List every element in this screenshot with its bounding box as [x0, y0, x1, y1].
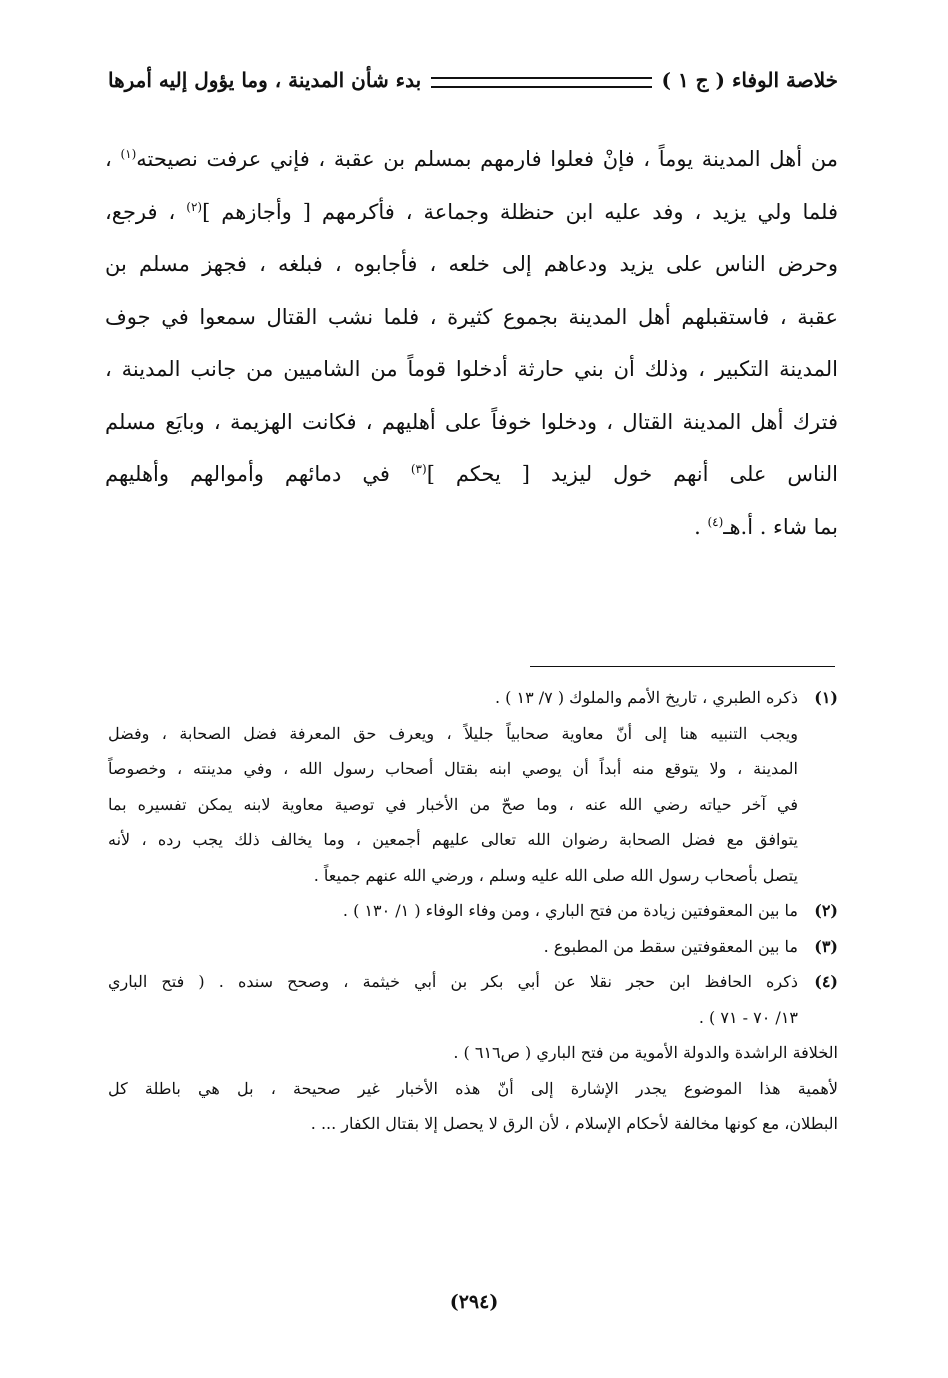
main-line: بما شاء . أ.هـ$^{(٤)}$ . — [694, 514, 838, 539]
footnote-extra-line: البطلان، مع كونها مخالفة لأحكام الإسلام ، لأن الرق لا يحصل إلا بقتال الكفار ... . — [310, 1114, 838, 1133]
header-chapter-title: بدء شأن المدينة ، وما يؤول إليه أمرها — [108, 68, 422, 92]
footnote-4-line: ١٣/ ٧٠ - ٧١ ) . — [698, 1007, 798, 1027]
main-line: فلما ولي يزيد ، وفد عليه ابن حنظلة وجماعة ، فأكرمهم [ وأجازهم ]$^{(٢)}$ ، فرجع، — [105, 199, 838, 224]
main-line: المدينة التكبير ، وذلك أن بني حارثة أدخلوا قوماً من الشاميين من جانب المدينة ، — [105, 357, 838, 381]
footnote-1-line: في آخر حياته رضي الله عنه ، وما صحّ من الأخبار في توصية معاوية لابنه يمكن تفسيره بما — [108, 794, 798, 814]
footnote-3-line: (٣)ما بين المعقوفتين سقط من المطبوع . — [108, 929, 838, 965]
footnote-1-line: يتصل بأصحاب رسول الله صلى الله عليه وسلم ، ورضي الله عنهم جميعاً . — [313, 865, 798, 885]
footnote-1-line: (١)ذكره الطبري ، تاريخ الأمم والملوك ( ٧/ ١٣ ) . — [108, 680, 838, 716]
page-number: (٢٩٤) — [449, 1291, 499, 1313]
main-line: فترك أهل المدينة القتال ، ودخلوا خوفاً على أهليهم ، فكانت الهزيمة ، وبايَع مسلم — [105, 409, 838, 434]
footnotes — [108, 680, 838, 1142]
main-line: وحرض الناس على يزيد ودعاهم إلى خلعه ، فأجابوه ، فبلغه ، فجهز مسلم بن — [105, 252, 838, 276]
header-book-title: خلاصة الوفاء ( ج ١ ) — [661, 68, 838, 92]
footnote-extra-line: الخلافة الراشدة والدولة الأموية من فتح الباري ( ص٦١٦ ) . — [453, 1043, 838, 1062]
footnote-1-line: يتوافق مع فضل الصحابة رضوان الله تعالى عليهم أجمعين ، وما يخالف ذلك يجب رده ، لأنه — [108, 830, 798, 849]
footnote-number: (١) — [814, 688, 838, 707]
footnote-number: (٢) — [814, 901, 838, 920]
footnote-2-line: (٢)ما بين المعقوفتين زيادة من فتح الباري ، ومن وفاء الوفاء ( ١/ ١٣٠ ) . — [108, 893, 838, 929]
header-double-rule — [431, 77, 651, 88]
footnote-ref: (٢) — [186, 199, 203, 214]
main-line: الناس على أنهم خول ليزيد [ يحكم ]$^{(٣)}$ في دمائهم وأموالهم وأهليهم — [105, 462, 838, 486]
footnote-ref: (٣) — [410, 462, 427, 476]
footnote-extra-line: لأهمية هذا الموضوع يجدر الإشارة إلى أنّ هذه الأخبار غير صحيحة ، بل هي باطلة كل — [108, 1078, 838, 1098]
footnote-separator — [530, 666, 835, 667]
main-line: من أهل المدينة يوماً ، فإنْ فعلوا فارمهم بمسلم بن عقبة ، فإني عرفت نصيحته$^{(١)}$ ، — [105, 147, 838, 171]
main-text — [105, 133, 838, 553]
footnote-4-line: (٤)ذكره الحافظ ابن حجر نقلا عن أبي بكر بن أبي خيثمة ، وصحح سنده . ( فتح الباري — [108, 964, 838, 1000]
footnote-number: (٣) — [814, 936, 838, 956]
footnote-1-line: ويجب التنبيه هنا إلى أنّ معاوية صحابياً جليلاً ، ويعرف حق المعرفة فضل الصحابة ، وفضل — [108, 723, 798, 743]
running-header — [108, 62, 838, 98]
footnote-1-line: المدينة ، ولا يتوقع منه أبداً أن يوصي ابنه بقتال أصحاب رسول الله ، وفي مدينته ، وخصوصاً — [108, 759, 798, 778]
footnote-ref: (٤) — [707, 514, 724, 529]
main-line: عقبة ، فاستقبلهم أهل المدينة بجموع كثيرة ، فلما نشب القتال سمعوا في جوف — [105, 304, 838, 329]
footnote-ref: (١) — [120, 147, 137, 161]
footnote-number: (٤) — [814, 972, 838, 991]
